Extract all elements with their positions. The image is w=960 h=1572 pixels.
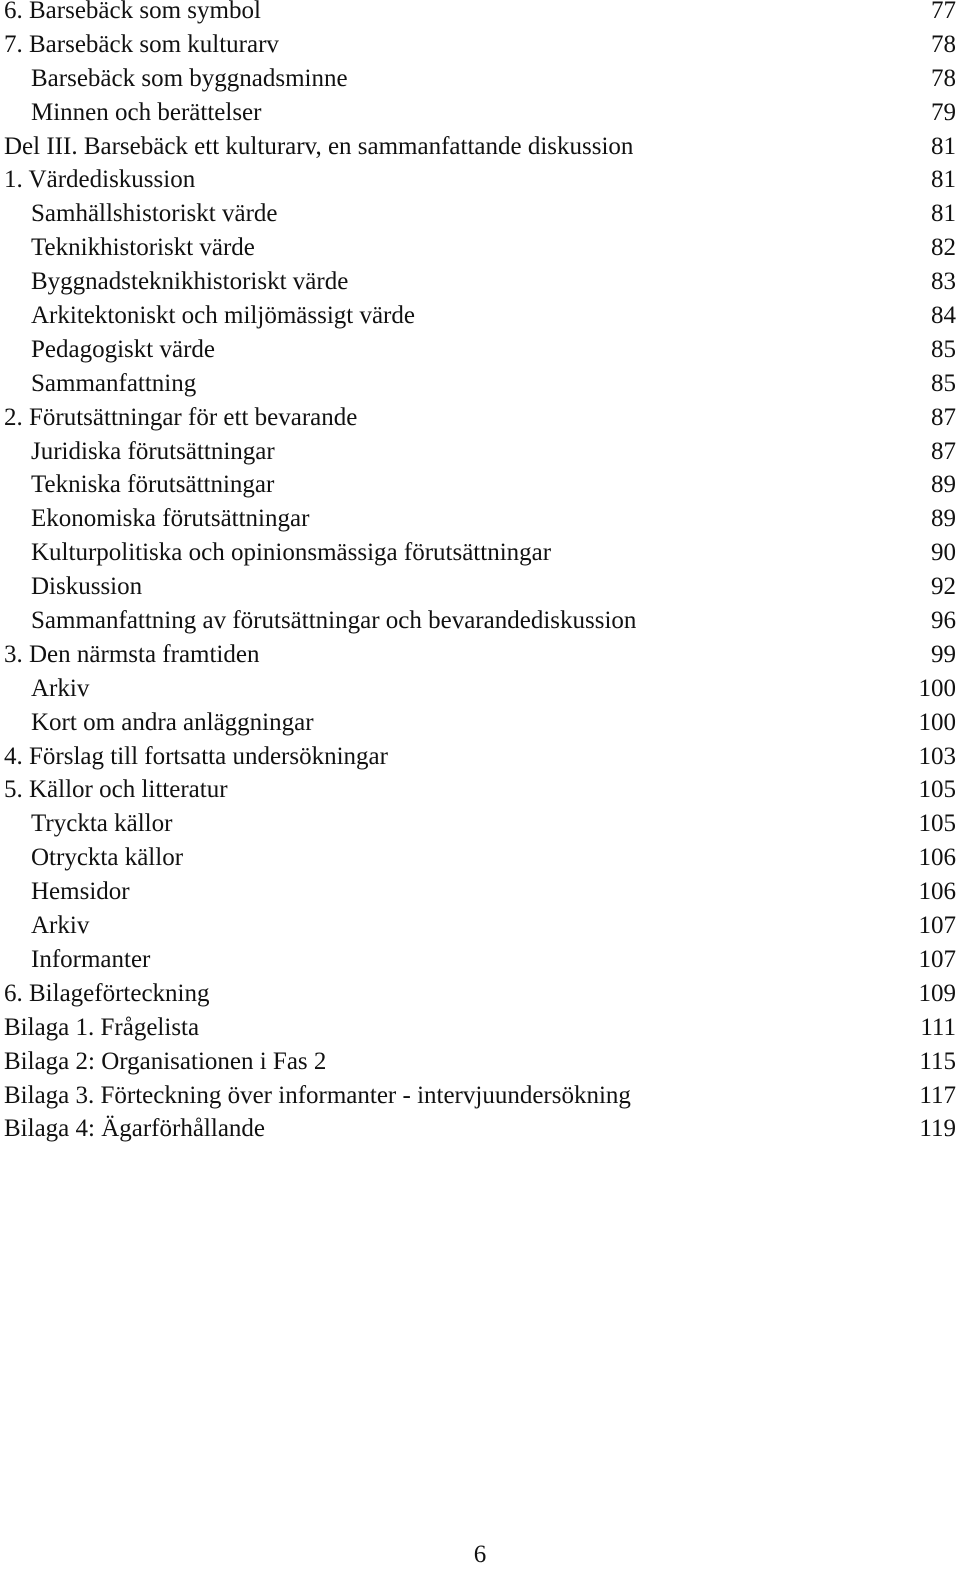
toc-entry-label: Otryckta källor: [31, 844, 184, 872]
toc-entry-page-number: 100: [918, 674, 956, 702]
toc-entry: [0, 841, 958, 875]
toc-entry-page-number: 83: [931, 268, 956, 296]
toc-entry-label: 6. Barsebäck som symbol: [4, 0, 261, 24]
toc-entry-page-number: 82: [931, 234, 956, 262]
toc-entry-page-number: 81: [931, 132, 956, 160]
toc-entry-label: Barsebäck som byggnadsminne: [31, 64, 348, 92]
toc-entry-label: Pedagogiskt värde: [31, 335, 215, 363]
toc-entry: [0, 502, 958, 536]
toc-entry-label: Hemsidor: [31, 878, 130, 906]
toc-entry: [0, 96, 958, 130]
toc-entry-label: Kulturpolitiska och opinionsmässiga förutsättningar: [31, 539, 552, 567]
toc-entry: [0, 231, 958, 265]
toc-entry: [0, 367, 958, 401]
toc-entry: [0, 299, 958, 333]
toc-entry: [0, 773, 958, 807]
toc-entry-label: Diskussion: [31, 573, 143, 601]
toc-entry-page-number: 87: [931, 437, 956, 465]
toc-entry: [0, 0, 958, 28]
toc-entry-page-number: 89: [931, 505, 956, 533]
toc-entry: [0, 435, 958, 469]
toc-entry: [0, 1079, 958, 1113]
toc-entry-label: Tekniska förutsättningar: [31, 471, 275, 499]
toc-entry-page-number: 79: [931, 98, 956, 126]
page-number: 6: [473, 1541, 487, 1568]
toc-entry-label: Bilaga 4: Ägarförhållande: [4, 1115, 266, 1143]
toc-entry-page-number: 87: [931, 403, 956, 431]
toc-entry: [0, 130, 958, 164]
toc-entry: [0, 570, 958, 604]
toc-entry-page-number: 105: [918, 776, 956, 804]
toc-entry-page-number: 105: [918, 810, 956, 838]
toc-entry-label: Sammanfattning av förutsättningar och bevarandediskussion: [31, 607, 637, 635]
toc-entry: [0, 468, 958, 502]
toc-entry-label: Bilaga 1. Frågelista: [4, 1013, 200, 1041]
toc-entry-page-number: 119: [919, 1115, 956, 1143]
toc-entry: [0, 62, 958, 96]
toc-entry-label: Arkiv: [31, 674, 90, 702]
toc-entry: [0, 265, 958, 299]
toc-entry: [0, 943, 958, 977]
toc-entry-page-number: 84: [931, 302, 956, 330]
toc-entry-label: Tryckta källor: [31, 810, 173, 838]
toc-entry-page-number: 81: [931, 166, 956, 194]
toc-entry: [0, 197, 958, 231]
toc-entry-page-number: 103: [918, 742, 956, 770]
toc-entry: [0, 1011, 958, 1045]
toc-entry-label: Byggnadsteknikhistoriskt värde: [31, 268, 349, 296]
toc-entry-page-number: 106: [918, 844, 956, 872]
toc-entry-page-number: 111: [920, 1013, 956, 1041]
toc-entry-label: 5. Källor och litteratur: [4, 776, 228, 804]
toc-entry-page-number: 78: [931, 64, 956, 92]
toc-entry: [0, 740, 958, 774]
toc-entry: [0, 875, 958, 909]
toc-entry: [0, 536, 958, 570]
toc-entry: [0, 401, 958, 435]
toc-entry: [0, 1045, 958, 1079]
toc-entry-label: 1. Värdediskussion: [4, 166, 196, 194]
toc-entry-page-number: 99: [931, 640, 956, 668]
toc-entry-page-number: 78: [931, 30, 956, 58]
toc-entry-page-number: 106: [918, 878, 956, 906]
toc-entry-label: Kort om andra anläggningar: [31, 708, 314, 736]
toc-entry-page-number: 85: [931, 369, 956, 397]
toc-entry-page-number: 85: [931, 335, 956, 363]
toc-entry: [0, 706, 958, 740]
toc-entry-label: 7. Barsebäck som kulturarv: [4, 30, 279, 58]
toc-entry-label: Juridiska förutsättningar: [31, 437, 275, 465]
toc-entry-label: Samhällshistoriskt värde: [31, 200, 278, 228]
toc-entry: [0, 333, 958, 367]
toc-entry-label: Minnen och berättelser: [31, 98, 262, 126]
toc-entry: [0, 28, 958, 62]
toc-entry: [0, 604, 958, 638]
toc-entry-page-number: 89: [931, 471, 956, 499]
toc-entry-label: 4. Förslag till fortsatta undersökningar: [4, 742, 388, 770]
toc-entry-label: Bilaga 3. Förteckning över informanter - intervjuundersökning: [4, 1081, 631, 1109]
toc-entry-page-number: 90: [931, 539, 956, 567]
toc-entry-page-number: 92: [931, 573, 956, 601]
toc-entry: [0, 672, 958, 706]
toc-entry-page-number: 96: [931, 607, 956, 635]
toc-entry: [0, 807, 958, 841]
toc-entry: [0, 1112, 958, 1146]
toc-entry: [0, 638, 958, 672]
toc-entry-label: 3. Den närmsta framtiden: [4, 640, 260, 668]
toc-entry-page-number: 115: [919, 1047, 956, 1075]
toc-entry-page-number: 81: [931, 200, 956, 228]
toc-entry-label: Arkiv: [31, 912, 90, 940]
toc-entry-label: Sammanfattning: [31, 369, 197, 397]
toc-entry-label: Bilaga 2: Organisationen i Fas 2: [4, 1047, 327, 1075]
toc-entry: [0, 977, 958, 1011]
toc-entry-label: Teknikhistoriskt värde: [31, 234, 255, 262]
toc-entry-page-number: 109: [918, 979, 956, 1007]
toc-entry-page-number: 117: [919, 1081, 956, 1109]
toc-entry: [0, 909, 958, 943]
toc-entry-label: 2. Förutsättningar för ett bevarande: [4, 403, 358, 431]
toc-entry-page-number: 107: [918, 912, 956, 940]
toc-entry: [0, 163, 958, 197]
toc-entry-page-number: 77: [931, 0, 956, 24]
toc-entry-page-number: 107: [918, 945, 956, 973]
toc-entry-label: Informanter: [31, 945, 151, 973]
toc-entry-label: Arkitektoniskt och miljömässigt värde: [31, 302, 415, 330]
toc-entry-page-number: 100: [918, 708, 956, 736]
toc-entry-label: 6. Bilageförteckning: [4, 979, 210, 1007]
toc-entry-label: Ekonomiska förutsättningar: [31, 505, 310, 533]
toc-entry-label: Del III. Barsebäck ett kulturarv, en sammanfattande diskussion: [4, 132, 634, 160]
